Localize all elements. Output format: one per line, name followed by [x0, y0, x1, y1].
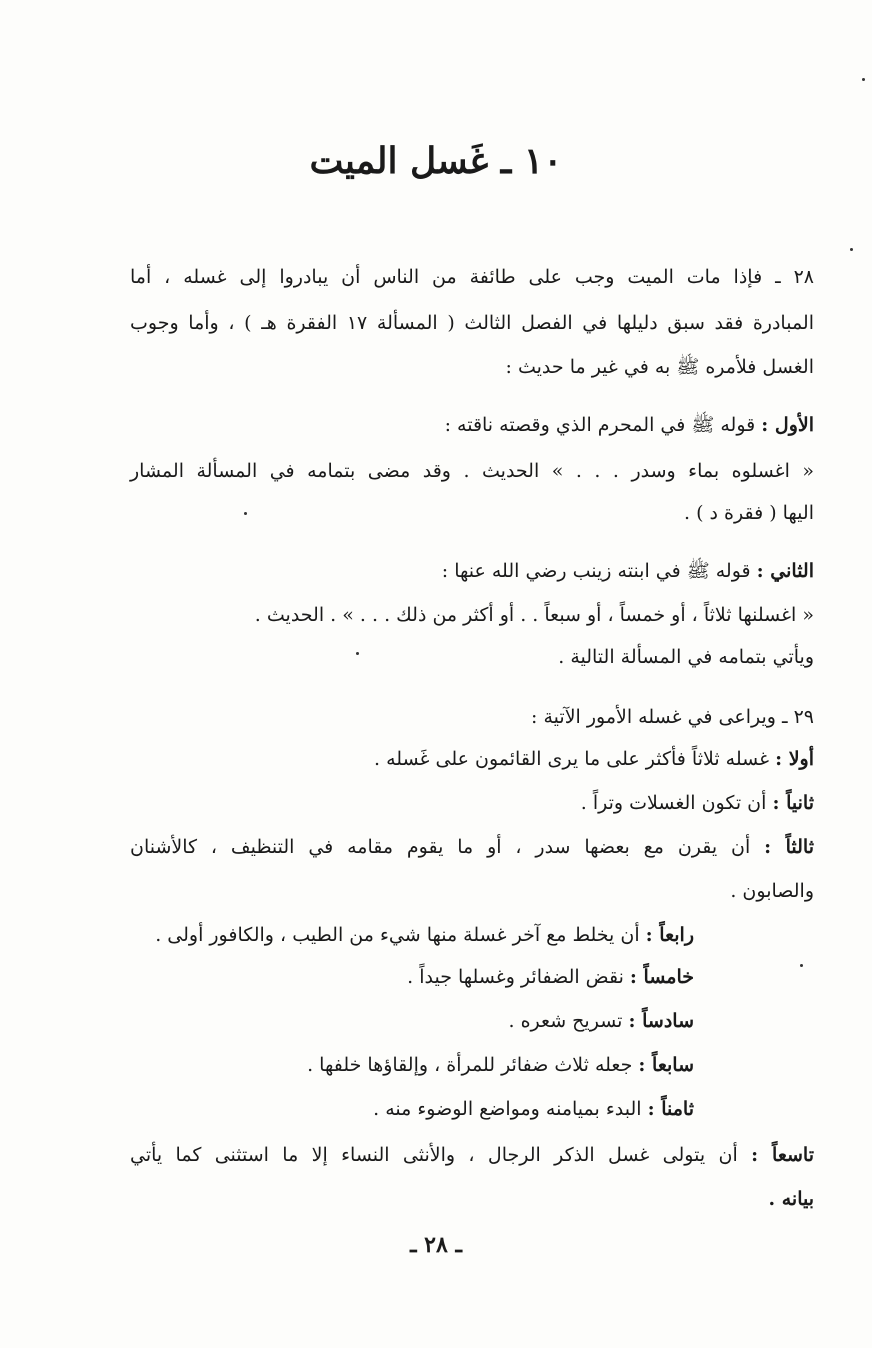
list-item-label: ثانياً :: [772, 792, 814, 814]
list-item-text: أن يقرن مع بعضها سدر ، أو ما يقوم مقامه في التنظيف ، كالأشنان: [130, 836, 751, 858]
list-item-text: البدء بميامنه ومواضع الوضوء منه .: [373, 1098, 642, 1120]
list-item: [155, 920, 694, 950]
scan-speck: [800, 964, 803, 967]
list-item: [374, 744, 814, 774]
scan-speck: [850, 248, 853, 251]
list-item-label: أولا :: [775, 748, 814, 770]
hadith-1-label: الأول :: [761, 414, 814, 436]
list-item: [307, 1050, 694, 1080]
paragraph-28-line-1: ٢٨ ـ فإذا مات الميت وجب على طائفة من الناس أن يبادروا إلى غسله ، أما: [130, 266, 814, 288]
list-item-text: جعله ثلاث ضفائر للمرأة ، وإلقاؤها خلفها .: [307, 1054, 633, 1076]
hadith-2-label: الثاني :: [756, 560, 814, 582]
list-item-label: سابعاً :: [638, 1054, 694, 1076]
hadith-2-line-2: « اغسلنها ثلاثاً ، أو خمساً ، أو سبعاً . . أو أكثر من ذلك . . . » . الحديث .: [254, 604, 814, 626]
list-item: [130, 832, 814, 862]
paragraph-28-line-3: الغسل فلأمره ﷺ به في غير ما حديث :: [505, 356, 814, 378]
scan-speck: [244, 512, 247, 515]
hadith-2-line-1: [442, 556, 814, 586]
list-item: [509, 1006, 694, 1036]
hadith-1-intro: قوله ﷺ في المحرم الذي وقصته ناقته :: [444, 414, 756, 436]
list-item-continuation: والصابون .: [730, 880, 814, 902]
list-item-text: أن تكون الغسلات وتراً .: [580, 792, 767, 814]
list-item-text: أن يخلط مع آخر غسلة منها شيء من الطيب ، والكافور أولى .: [155, 924, 640, 946]
list-item-label: سادساً :: [628, 1010, 694, 1032]
hadith-1-line-2: « اغسلوه بماء وسدر . . . » الحديث . وقد مضى بتمامه في المسألة المشار: [130, 460, 814, 482]
paragraph-29-intro: ٢٩ ـ ويراعى في غسله الأمور الآتية :: [531, 706, 814, 728]
scan-speck: [356, 652, 359, 655]
hadith-1-line-3: اليها ( فقرة د ) .: [683, 502, 814, 524]
list-item: [373, 1094, 694, 1124]
list-item-text: غسله ثلاثاً فأكثر على ما يرى القائمون على غَسله .: [374, 748, 770, 770]
list-item-label: رابعاً :: [645, 924, 694, 946]
list-item-text: أن يتولى غسل الذكر الرجال ، والأنثى النساء إلا ما استثنى كما يأتي: [130, 1144, 738, 1166]
paragraph-28-line-2: المبادرة فقد سبق دليلها في الفصل الثالث ( المسألة ١٧ الفقرة هـ ) ، وأما وجوب: [130, 312, 815, 334]
list-item: [581, 788, 814, 818]
list-item-text: تسريح شعره .: [508, 1010, 623, 1032]
page-number: ـ ٢٨ ـ: [410, 1232, 462, 1258]
list-item-label: ثالثاً :: [764, 836, 814, 858]
list-item: [407, 962, 694, 992]
scan-speck: [862, 78, 865, 81]
list-item-continuation: بيانه .: [768, 1188, 814, 1210]
list-item-label: تاسعاً :: [751, 1144, 814, 1166]
hadith-2-intro: قوله ﷺ في ابنته زينب رضي الله عنها :: [441, 560, 751, 582]
hadith-2-line-3: ويأتي بتمامه في المسألة التالية .: [558, 646, 814, 668]
list-item-text: نقض الضفائر وغسلها جيداً .: [407, 966, 624, 988]
chapter-title: ١٠ ـ غَسل الميت: [309, 140, 563, 182]
list-item-label: خامساً :: [629, 966, 694, 988]
list-item-label: ثامناً :: [647, 1098, 694, 1120]
list-item: [130, 1140, 814, 1170]
hadith-1-line-1: [445, 410, 814, 440]
